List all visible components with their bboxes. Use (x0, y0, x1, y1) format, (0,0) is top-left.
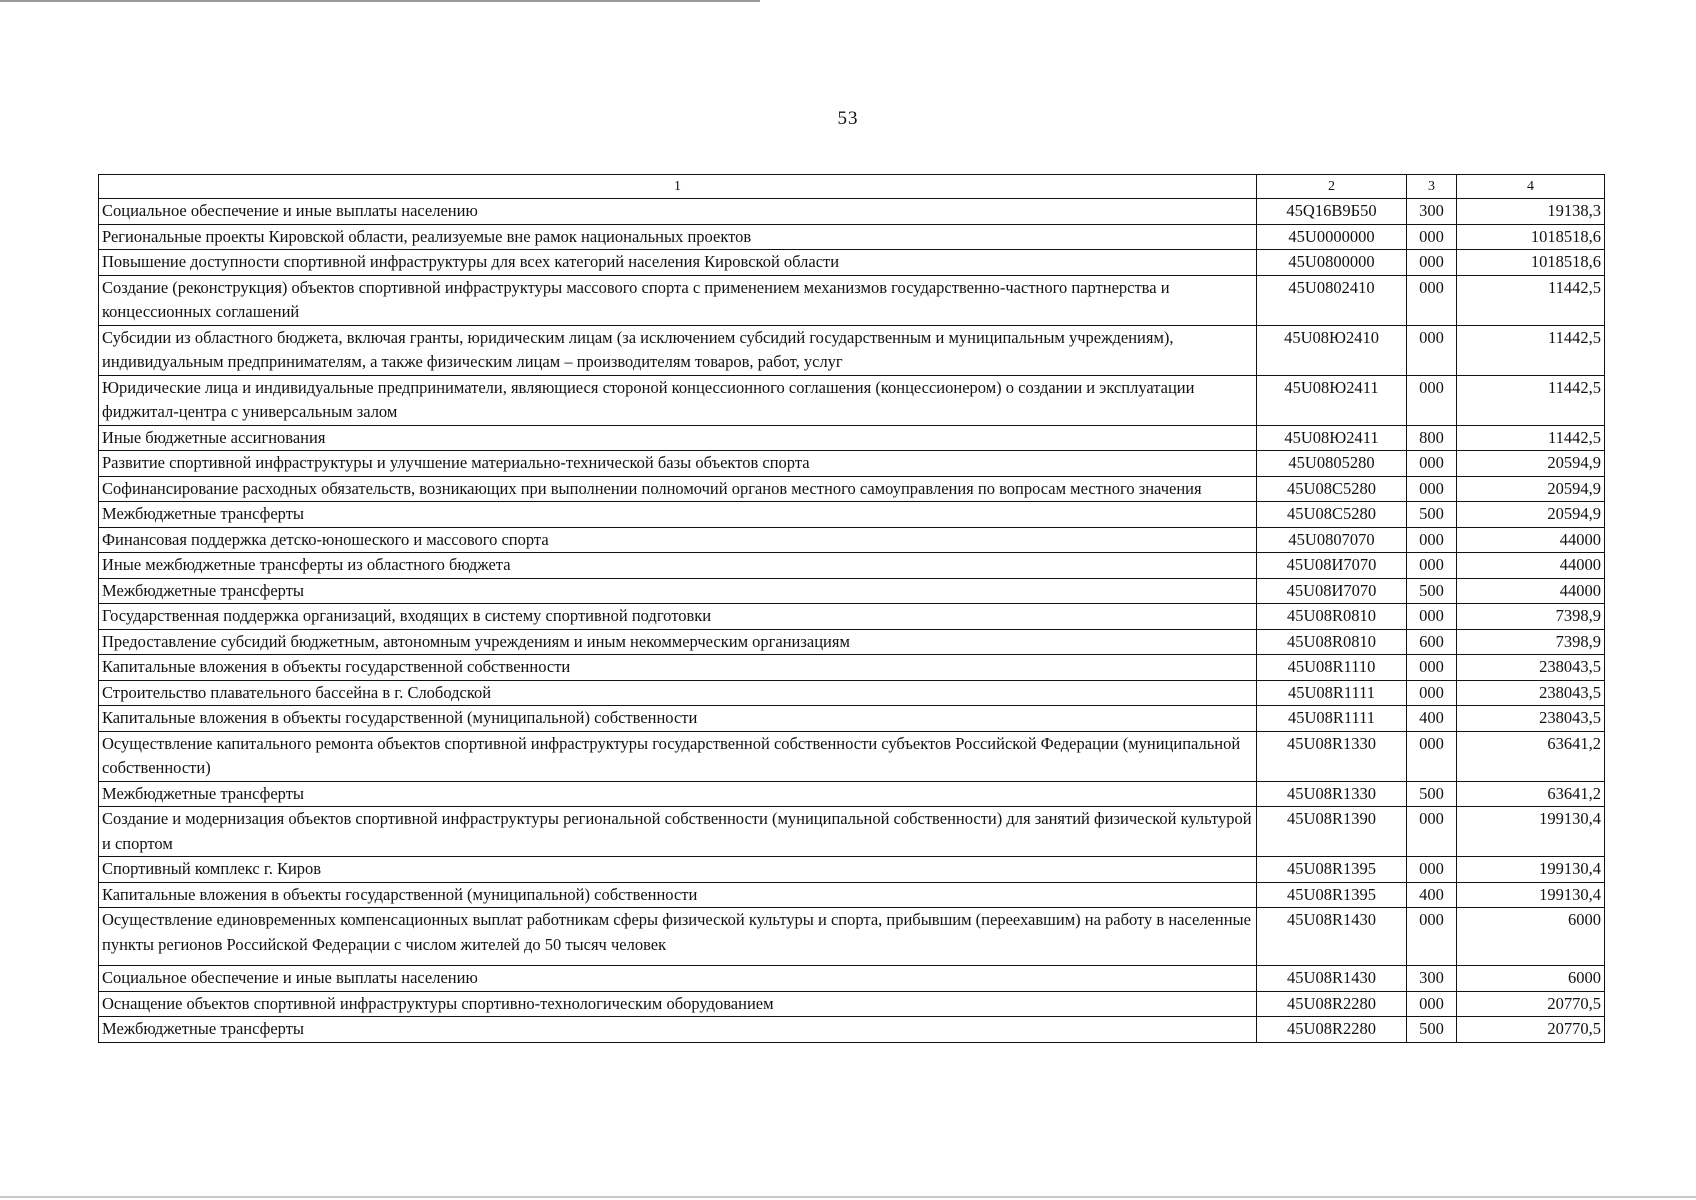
row-sum-cell: 238043,5 (1457, 680, 1605, 706)
row-code-cell: 45U08Ю2411 (1257, 375, 1407, 425)
row-sum-cell: 199130,4 (1457, 857, 1605, 883)
row-kind-cell: 600 (1407, 629, 1457, 655)
row-name-cell: Создание и модернизация объектов спортивной инфраструктуры региональной собственности (муниципальной собственности) для занятий физической культурой и спортом (99, 807, 1257, 857)
table-row (99, 1017, 1605, 1043)
row-sum-cell: 44000 (1457, 578, 1605, 604)
row-kind-cell: 000 (1407, 807, 1457, 857)
budget-table (98, 174, 1605, 1043)
row-kind-cell: 300 (1407, 966, 1457, 992)
table-row (99, 224, 1605, 250)
row-kind-cell: 000 (1407, 275, 1457, 325)
row-code-cell: 45U08С5280 (1257, 476, 1407, 502)
row-name-cell: Региональные проекты Кировской области, реализуемые вне рамок национальных проектов (99, 224, 1257, 250)
row-name-cell: Капитальные вложения в объекты государственной (муниципальной) собственности (99, 882, 1257, 908)
row-sum-cell: 238043,5 (1457, 706, 1605, 732)
row-name-cell: Создание (реконструкция) объектов спортивной инфраструктуры массового спорта с применением механизмов государственно-частного партнерства и концессионных соглашений (99, 275, 1257, 325)
header-col-4: 4 (1457, 175, 1605, 199)
row-name-cell: Межбюджетные трансферты (99, 781, 1257, 807)
table-row (99, 476, 1605, 502)
row-name-cell: Софинансирование расходных обязательств, возникающих при выполнении полномочий органов местного самоуправления по вопросам местного значения (99, 476, 1257, 502)
table-row (99, 680, 1605, 706)
row-code-cell: 45U08R1111 (1257, 680, 1407, 706)
row-code-cell: 45U08R1430 (1257, 908, 1407, 966)
row-name-cell: Осуществление капитального ремонта объектов спортивной инфраструктуры государственной собственности субъектов Российской Федерации (муниципальной собственности) (99, 731, 1257, 781)
row-sum-cell: 238043,5 (1457, 655, 1605, 681)
row-code-cell: 45U08R0810 (1257, 604, 1407, 630)
table-row (99, 966, 1605, 992)
row-code-cell: 45U08R1330 (1257, 781, 1407, 807)
row-name-cell: Осуществление единовременных компенсационных выплат работникам сферы физической культуры и спорта, прибывшим (переехавшим) на работу в населенные пункты регионов Российской Федерации с числом жителей до 50 тысяч человек (99, 908, 1257, 966)
row-kind-cell: 000 (1407, 476, 1457, 502)
row-sum-cell: 7398,9 (1457, 604, 1605, 630)
table-row (99, 604, 1605, 630)
row-kind-cell: 500 (1407, 781, 1457, 807)
row-code-cell: 45U0802410 (1257, 275, 1407, 325)
header-col-2: 2 (1257, 175, 1407, 199)
row-kind-cell: 000 (1407, 325, 1457, 375)
table-row (99, 781, 1605, 807)
table-row (99, 502, 1605, 528)
table-row (99, 629, 1605, 655)
row-sum-cell: 199130,4 (1457, 807, 1605, 857)
table-row (99, 275, 1605, 325)
row-kind-cell: 000 (1407, 553, 1457, 579)
row-name-cell: Предоставление субсидий бюджетным, автономным учреждениям и иным некоммерческим организациям (99, 629, 1257, 655)
row-kind-cell: 000 (1407, 451, 1457, 477)
row-kind-cell: 000 (1407, 991, 1457, 1017)
row-code-cell: 45Q16В9Б50 (1257, 199, 1407, 225)
row-kind-cell: 000 (1407, 527, 1457, 553)
row-name-cell: Иные бюджетные ассигнования (99, 425, 1257, 451)
row-kind-cell: 000 (1407, 857, 1457, 883)
row-code-cell: 45U08С5280 (1257, 502, 1407, 528)
row-name-cell: Иные межбюджетные трансферты из областного бюджета (99, 553, 1257, 579)
table-row (99, 375, 1605, 425)
table-row (99, 706, 1605, 732)
row-sum-cell: 1018518,6 (1457, 250, 1605, 276)
row-sum-cell: 7398,9 (1457, 629, 1605, 655)
table-row (99, 250, 1605, 276)
table-row (99, 578, 1605, 604)
table-row (99, 527, 1605, 553)
row-sum-cell: 11442,5 (1457, 325, 1605, 375)
row-code-cell: 45U0000000 (1257, 224, 1407, 250)
row-code-cell: 45U08R0810 (1257, 629, 1407, 655)
table-row (99, 451, 1605, 477)
row-kind-cell: 400 (1407, 882, 1457, 908)
table-row (99, 325, 1605, 375)
row-kind-cell: 000 (1407, 655, 1457, 681)
row-name-cell: Оснащение объектов спортивной инфраструктуры спортивно-технологическим оборудованием (99, 991, 1257, 1017)
row-code-cell: 45U08R1110 (1257, 655, 1407, 681)
table-row (99, 807, 1605, 857)
row-kind-cell: 000 (1407, 731, 1457, 781)
header-col-1: 1 (99, 175, 1257, 199)
row-kind-cell: 500 (1407, 1017, 1457, 1043)
row-sum-cell: 44000 (1457, 527, 1605, 553)
row-kind-cell: 000 (1407, 375, 1457, 425)
table-row (99, 857, 1605, 883)
row-code-cell: 45U0805280 (1257, 451, 1407, 477)
scan-border-top (0, 0, 760, 2)
row-code-cell: 45U08И7070 (1257, 553, 1407, 579)
row-name-cell: Капитальные вложения в объекты государственной собственности (99, 655, 1257, 681)
row-kind-cell: 500 (1407, 578, 1457, 604)
row-sum-cell: 6000 (1457, 966, 1605, 992)
header-row (99, 175, 1605, 199)
table-body (99, 199, 1605, 1043)
row-kind-cell: 500 (1407, 502, 1457, 528)
row-code-cell: 45U08И7070 (1257, 578, 1407, 604)
row-name-cell: Государственная поддержка организаций, входящих в систему спортивной подготовки (99, 604, 1257, 630)
row-code-cell: 45U08R2280 (1257, 991, 1407, 1017)
row-name-cell: Строительство плавательного бассейна в г. Слободской (99, 680, 1257, 706)
row-kind-cell: 000 (1407, 250, 1457, 276)
row-kind-cell: 300 (1407, 199, 1457, 225)
row-name-cell: Капитальные вложения в объекты государственной (муниципальной) собственности (99, 706, 1257, 732)
row-code-cell: 45U08R1430 (1257, 966, 1407, 992)
row-code-cell: 45U0800000 (1257, 250, 1407, 276)
row-kind-cell: 000 (1407, 224, 1457, 250)
row-code-cell: 45U08R2280 (1257, 1017, 1407, 1043)
row-name-cell: Межбюджетные трансферты (99, 502, 1257, 528)
scan-border-bottom (0, 1196, 1696, 1198)
row-name-cell: Субсидии из областного бюджета, включая гранты, юридическим лицам (за исключением субсидий государственным и муниципальным учреждениям), индивидуальным предпринимателям, а также физическим лицам – производителям товаров, работ, услуг (99, 325, 1257, 375)
row-sum-cell: 20594,9 (1457, 451, 1605, 477)
row-name-cell: Межбюджетные трансферты (99, 1017, 1257, 1043)
table-row (99, 991, 1605, 1017)
page-number: 53 (837, 108, 859, 129)
row-kind-cell: 000 (1407, 908, 1457, 966)
row-name-cell: Спортивный комплекс г. Киров (99, 857, 1257, 883)
table-row (99, 655, 1605, 681)
row-sum-cell: 20594,9 (1457, 502, 1605, 528)
row-name-cell: Финансовая поддержка детско-юношеского и массового спорта (99, 527, 1257, 553)
row-name-cell: Социальное обеспечение и иные выплаты населению (99, 966, 1257, 992)
row-sum-cell: 63641,2 (1457, 781, 1605, 807)
row-sum-cell: 11442,5 (1457, 275, 1605, 325)
row-sum-cell: 11442,5 (1457, 375, 1605, 425)
table-row (99, 553, 1605, 579)
row-sum-cell: 20770,5 (1457, 1017, 1605, 1043)
row-code-cell: 45U08R1111 (1257, 706, 1407, 732)
row-code-cell: 45U08R1390 (1257, 807, 1407, 857)
row-code-cell: 45U08R1330 (1257, 731, 1407, 781)
header-col-3: 3 (1407, 175, 1457, 199)
row-sum-cell: 63641,2 (1457, 731, 1605, 781)
row-code-cell: 45U0807070 (1257, 527, 1407, 553)
table-row (99, 425, 1605, 451)
row-kind-cell: 400 (1407, 706, 1457, 732)
row-code-cell: 45U08Ю2411 (1257, 425, 1407, 451)
row-sum-cell: 199130,4 (1457, 882, 1605, 908)
row-name-cell: Межбюджетные трансферты (99, 578, 1257, 604)
row-kind-cell: 000 (1407, 604, 1457, 630)
row-name-cell: Развитие спортивной инфраструктуры и улучшение материально-технической базы объектов спорта (99, 451, 1257, 477)
table-header (99, 175, 1605, 199)
table-row (99, 199, 1605, 225)
table-row (99, 908, 1605, 966)
row-sum-cell: 19138,3 (1457, 199, 1605, 225)
row-sum-cell: 6000 (1457, 908, 1605, 966)
row-sum-cell: 1018518,6 (1457, 224, 1605, 250)
row-sum-cell: 44000 (1457, 553, 1605, 579)
row-code-cell: 45U08R1395 (1257, 882, 1407, 908)
row-code-cell: 45U08R1395 (1257, 857, 1407, 883)
row-sum-cell: 20594,9 (1457, 476, 1605, 502)
row-sum-cell: 20770,5 (1457, 991, 1605, 1017)
row-kind-cell: 000 (1407, 680, 1457, 706)
row-name-cell: Юридические лица и индивидуальные предприниматели, являющиеся стороной концессионного соглашения (концессионером) о создании и эксплуатации фиджитал-центра с универсальным залом (99, 375, 1257, 425)
row-sum-cell: 11442,5 (1457, 425, 1605, 451)
row-name-cell: Социальное обеспечение и иные выплаты населению (99, 199, 1257, 225)
row-kind-cell: 800 (1407, 425, 1457, 451)
row-code-cell: 45U08Ю2410 (1257, 325, 1407, 375)
table-row (99, 731, 1605, 781)
row-name-cell: Повышение доступности спортивной инфраструктуры для всех категорий населения Кировской области (99, 250, 1257, 276)
table-row (99, 882, 1605, 908)
